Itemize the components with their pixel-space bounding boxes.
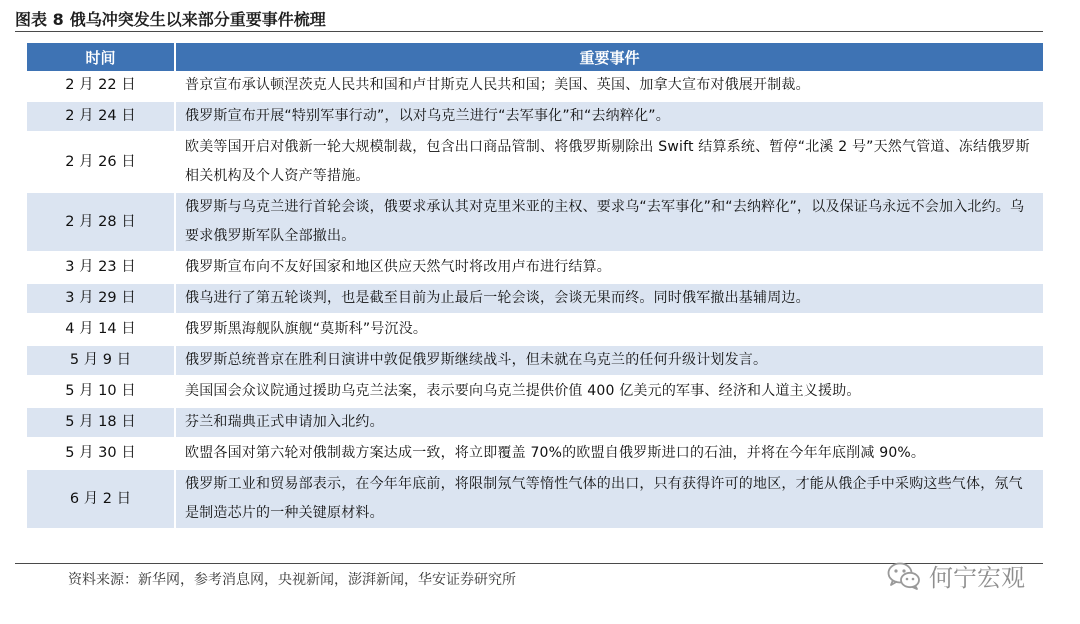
date-cell: 2 月 24 日 bbox=[27, 101, 175, 132]
table-row bbox=[27, 314, 1043, 345]
event-cell: 芬兰和瑞典正式申请加入北约。 bbox=[175, 407, 1043, 438]
title-divider bbox=[15, 31, 1043, 32]
table-row bbox=[27, 376, 1043, 407]
table-row bbox=[27, 283, 1043, 314]
watermark bbox=[887, 558, 1025, 593]
event-cell: 俄罗斯工业和贸易部表示，在今年年底前，将限制氖气等惰性气体的出口，只有获得许可的地区，才能从俄企手中采购这些气体，氖气是制造芯片的一种关键原材料。 bbox=[175, 469, 1043, 529]
figure-title bbox=[15, 6, 326, 30]
date-cell: 4 月 14 日 bbox=[27, 314, 175, 345]
date-cell: 5 月 9 日 bbox=[27, 345, 175, 376]
table-row bbox=[27, 71, 1043, 101]
figure-title-text: 俄乌冲突发生以来部分重要事件梳理 bbox=[69, 9, 326, 29]
table-header-row bbox=[27, 43, 1043, 71]
date-cell: 3 月 23 日 bbox=[27, 252, 175, 283]
date-cell: 2 月 26 日 bbox=[27, 132, 175, 192]
event-cell: 俄罗斯总统普京在胜利日演讲中敦促俄罗斯继续战斗，但未就在乌克兰的任何升级计划发言。 bbox=[175, 345, 1043, 376]
table-row bbox=[27, 345, 1043, 376]
wechat-icon bbox=[887, 561, 921, 591]
source-note: 资料来源：新华网，参考消息网，央视新闻，澎湃新闻，华安证券研究所 bbox=[68, 572, 516, 588]
date-cell: 5 月 30 日 bbox=[27, 438, 175, 469]
header-date: 时间 bbox=[27, 43, 175, 71]
event-cell: 俄罗斯宣布开展“特别军事行动”，以对乌克兰进行“去军事化”和“去纳粹化”。 bbox=[175, 101, 1043, 132]
date-cell: 5 月 18 日 bbox=[27, 407, 175, 438]
table-row bbox=[27, 469, 1043, 529]
table-row bbox=[27, 407, 1043, 438]
header-event: 重要事件 bbox=[175, 43, 1043, 71]
event-cell: 俄罗斯与乌克兰进行首轮会谈，俄要求承认其对克里米亚的主权、要求乌“去军事化”和“去纳粹化”，以及保证乌永远不会加入北约。乌要求俄罗斯军队全部撤出。 bbox=[175, 192, 1043, 252]
event-cell: 欧盟各国对第六轮对俄制裁方案达成一致，将立即覆盖 70%的欧盟自俄罗斯进口的石油，并将在今年年底削减 90%。 bbox=[175, 438, 1043, 469]
date-cell: 6 月 2 日 bbox=[27, 469, 175, 529]
table-row bbox=[27, 252, 1043, 283]
event-cell: 俄乌进行了第五轮谈判，也是截至目前为止最后一轮会谈，会谈无果而终。同时俄军撤出基辅周边。 bbox=[175, 283, 1043, 314]
event-cell: 俄罗斯宣布向不友好国家和地区供应天然气时将改用卢布进行结算。 bbox=[175, 252, 1043, 283]
table-row bbox=[27, 192, 1043, 252]
date-cell: 2 月 22 日 bbox=[27, 71, 175, 101]
event-cell: 美国国会众议院通过援助乌克兰法案，表示要向乌克兰提供价值 400 亿美元的军事、经济和人道主义援助。 bbox=[175, 376, 1043, 407]
events-table bbox=[27, 43, 1043, 530]
date-cell: 3 月 29 日 bbox=[27, 283, 175, 314]
event-cell: 普京宣布承认顿涅茨克人民共和国和卢甘斯克人民共和国；美国、英国、加拿大宣布对俄展开制裁。 bbox=[175, 71, 1043, 101]
table-row bbox=[27, 438, 1043, 469]
event-cell: 俄罗斯黑海舰队旗舰“莫斯科”号沉没。 bbox=[175, 314, 1043, 345]
event-cell: 欧美等国开启对俄新一轮大规模制裁，包含出口商品管制、将俄罗斯剔除出 Swift 结算系统、暂停“北溪 2 号”天然气管道、冻结俄罗斯相关机构及个人资产等措施。 bbox=[175, 132, 1043, 192]
table-row bbox=[27, 132, 1043, 192]
date-cell: 5 月 10 日 bbox=[27, 376, 175, 407]
table-row bbox=[27, 101, 1043, 132]
figure-label: 图表 8 bbox=[15, 9, 64, 29]
watermark-text: 何宁宏观 bbox=[929, 564, 1025, 592]
date-cell: 2 月 28 日 bbox=[27, 192, 175, 252]
